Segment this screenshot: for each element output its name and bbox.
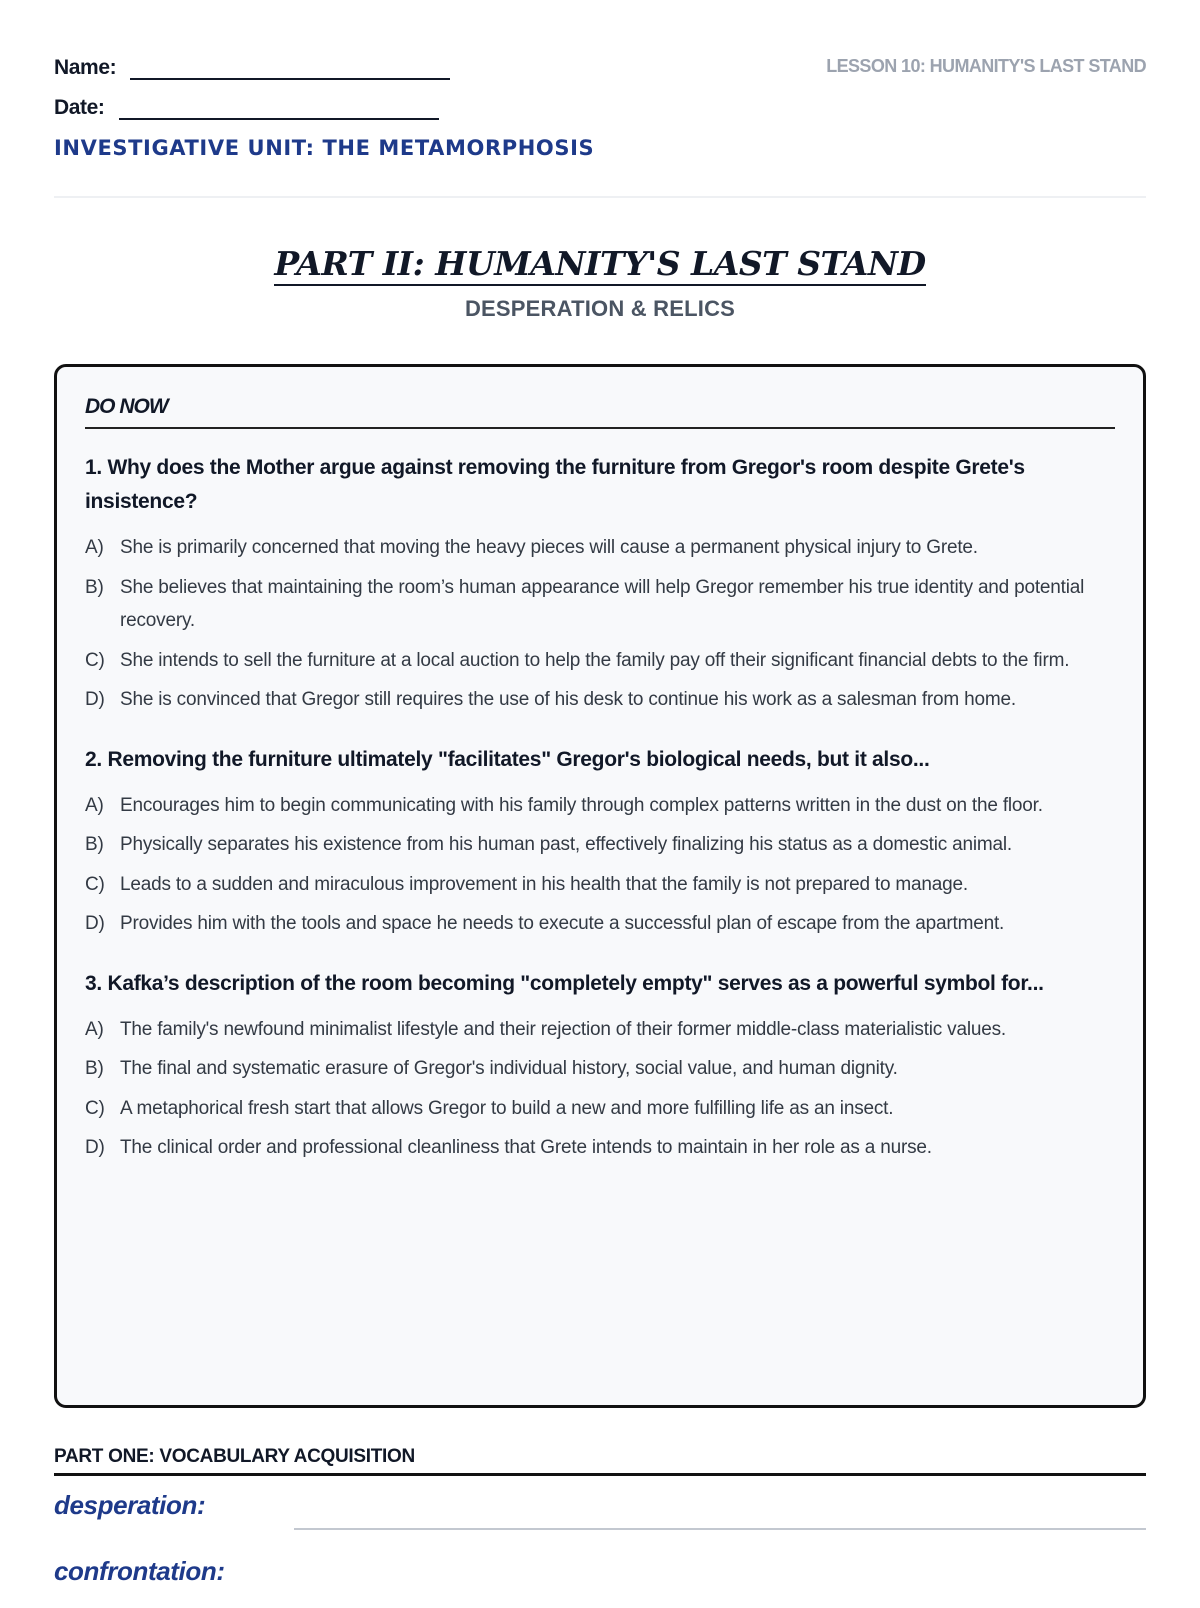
vocab-row-confrontation (54, 1542, 1146, 1608)
option-letter: A) (85, 1018, 104, 1040)
option-text: Leads to a sudden and miraculous improvement in his health that the family is not prepared to manage. (120, 873, 968, 895)
option-text: She intends to sell the furniture at a local auction to help the family pay off their significant financial debts to the firm. (120, 649, 1070, 671)
worksheet-page (54, 0, 1146, 1586)
option-text: She is convinced that Gregor still requires the use of his desk to continue his work as a salesman from home. (120, 689, 1016, 710)
date-input-line[interactable] (119, 96, 439, 120)
answer-option-b[interactable] (85, 828, 1115, 862)
worksheet-header (54, 0, 1146, 198)
option-text: Physically separates his existence from his human past, effectively finalizing his status as a domestic animal. (120, 834, 1012, 855)
answer-options (85, 1013, 1115, 1165)
date-field-row (54, 96, 439, 120)
option-text: Encourages him to begin communicating with his family through complex patterns written in the dust on the floor. (120, 794, 1043, 816)
definition-input-line[interactable] (294, 1528, 1146, 1530)
option-letter: D) (85, 689, 105, 710)
option-text: The family's newfound minimalist lifestyle and their rejection of their former middle-class materialistic values. (120, 1018, 1006, 1040)
question-3 (85, 967, 1115, 1165)
do-now-panel (54, 364, 1146, 1408)
option-letter: B) (85, 834, 104, 855)
date-label: Date: (54, 96, 105, 119)
question-1 (85, 451, 1115, 717)
page-title: PART II: HUMANITY'S LAST STAND (274, 244, 925, 286)
vocab-term: desperation: (54, 1490, 206, 1520)
vocab-row-desperation (54, 1476, 1146, 1542)
answer-option-b[interactable] (85, 1052, 1115, 1086)
option-letter: B) (85, 1058, 104, 1079)
option-text: The final and systematic erasure of Gregor's individual history, social value, and human dignity. (120, 1058, 898, 1079)
question-2 (85, 743, 1115, 941)
title-block (54, 244, 1146, 322)
option-text: A metaphorical fresh start that allows Gregor to build a new and more fulfilling life as an insect. (120, 1097, 894, 1119)
do-now-heading: DO NOW (85, 395, 1115, 429)
name-label: Name: (54, 56, 117, 79)
answer-option-a[interactable] (85, 789, 1115, 823)
answer-option-a[interactable] (85, 1013, 1115, 1047)
question-text: 2. Removing the furniture ultimately "facilitates" Gregor's biological needs, but it also... (85, 747, 930, 771)
option-text: She believes that maintaining the room’s human appearance will help Gregor remember his true identity and potential recovery. (120, 576, 1085, 631)
answer-option-d[interactable] (85, 907, 1115, 941)
vocab-term: confrontation: (54, 1556, 225, 1586)
answer-option-a[interactable] (85, 531, 1115, 565)
option-letter: C) (85, 873, 105, 895)
option-text: The clinical order and professional cleanliness that Grete intends to maintain in her role as a nurse. (120, 1137, 932, 1158)
answer-options (85, 531, 1115, 717)
question-text: 3. Kafka’s description of the room becoming "completely empty" serves as a powerful symbol for... (85, 971, 1044, 995)
answer-options (85, 789, 1115, 941)
unit-title: INVESTIGATIVE UNIT: THE METAMORPHOSIS (54, 136, 595, 160)
question-text: 1. Why does the Mother argue against removing the furniture from Gregor's room despite Grete's insistence? (85, 456, 1025, 513)
option-letter: B) (85, 576, 104, 598)
page-subtitle: DESPERATION & RELICS (464, 296, 736, 321)
option-letter: A) (85, 537, 104, 558)
option-letter: D) (85, 913, 105, 934)
answer-option-c[interactable] (85, 644, 1115, 678)
answer-option-c[interactable] (85, 1092, 1115, 1126)
option-letter: D) (85, 1137, 105, 1158)
option-letter: C) (85, 649, 105, 671)
option-letter: A) (85, 794, 104, 816)
answer-option-c[interactable] (85, 868, 1115, 902)
option-text: Provides him with the tools and space he needs to execute a successful plan of escape from the apartment. (120, 913, 1005, 934)
name-field-row (54, 56, 450, 80)
answer-option-d[interactable] (85, 1131, 1115, 1165)
vocabulary-heading: PART ONE: VOCABULARY ACQUISITION (54, 1446, 1146, 1476)
name-input-line[interactable] (130, 56, 450, 80)
answer-option-d[interactable] (85, 683, 1115, 717)
vocabulary-section (54, 1446, 1146, 1608)
lesson-tag: LESSON 10: HUMANITY'S LAST STAND (826, 56, 1146, 76)
answer-option-b[interactable] (85, 571, 1115, 638)
option-text: She is primarily concerned that moving the heavy pieces will cause a permanent physical injury to Grete. (120, 537, 978, 558)
option-letter: C) (85, 1097, 105, 1119)
